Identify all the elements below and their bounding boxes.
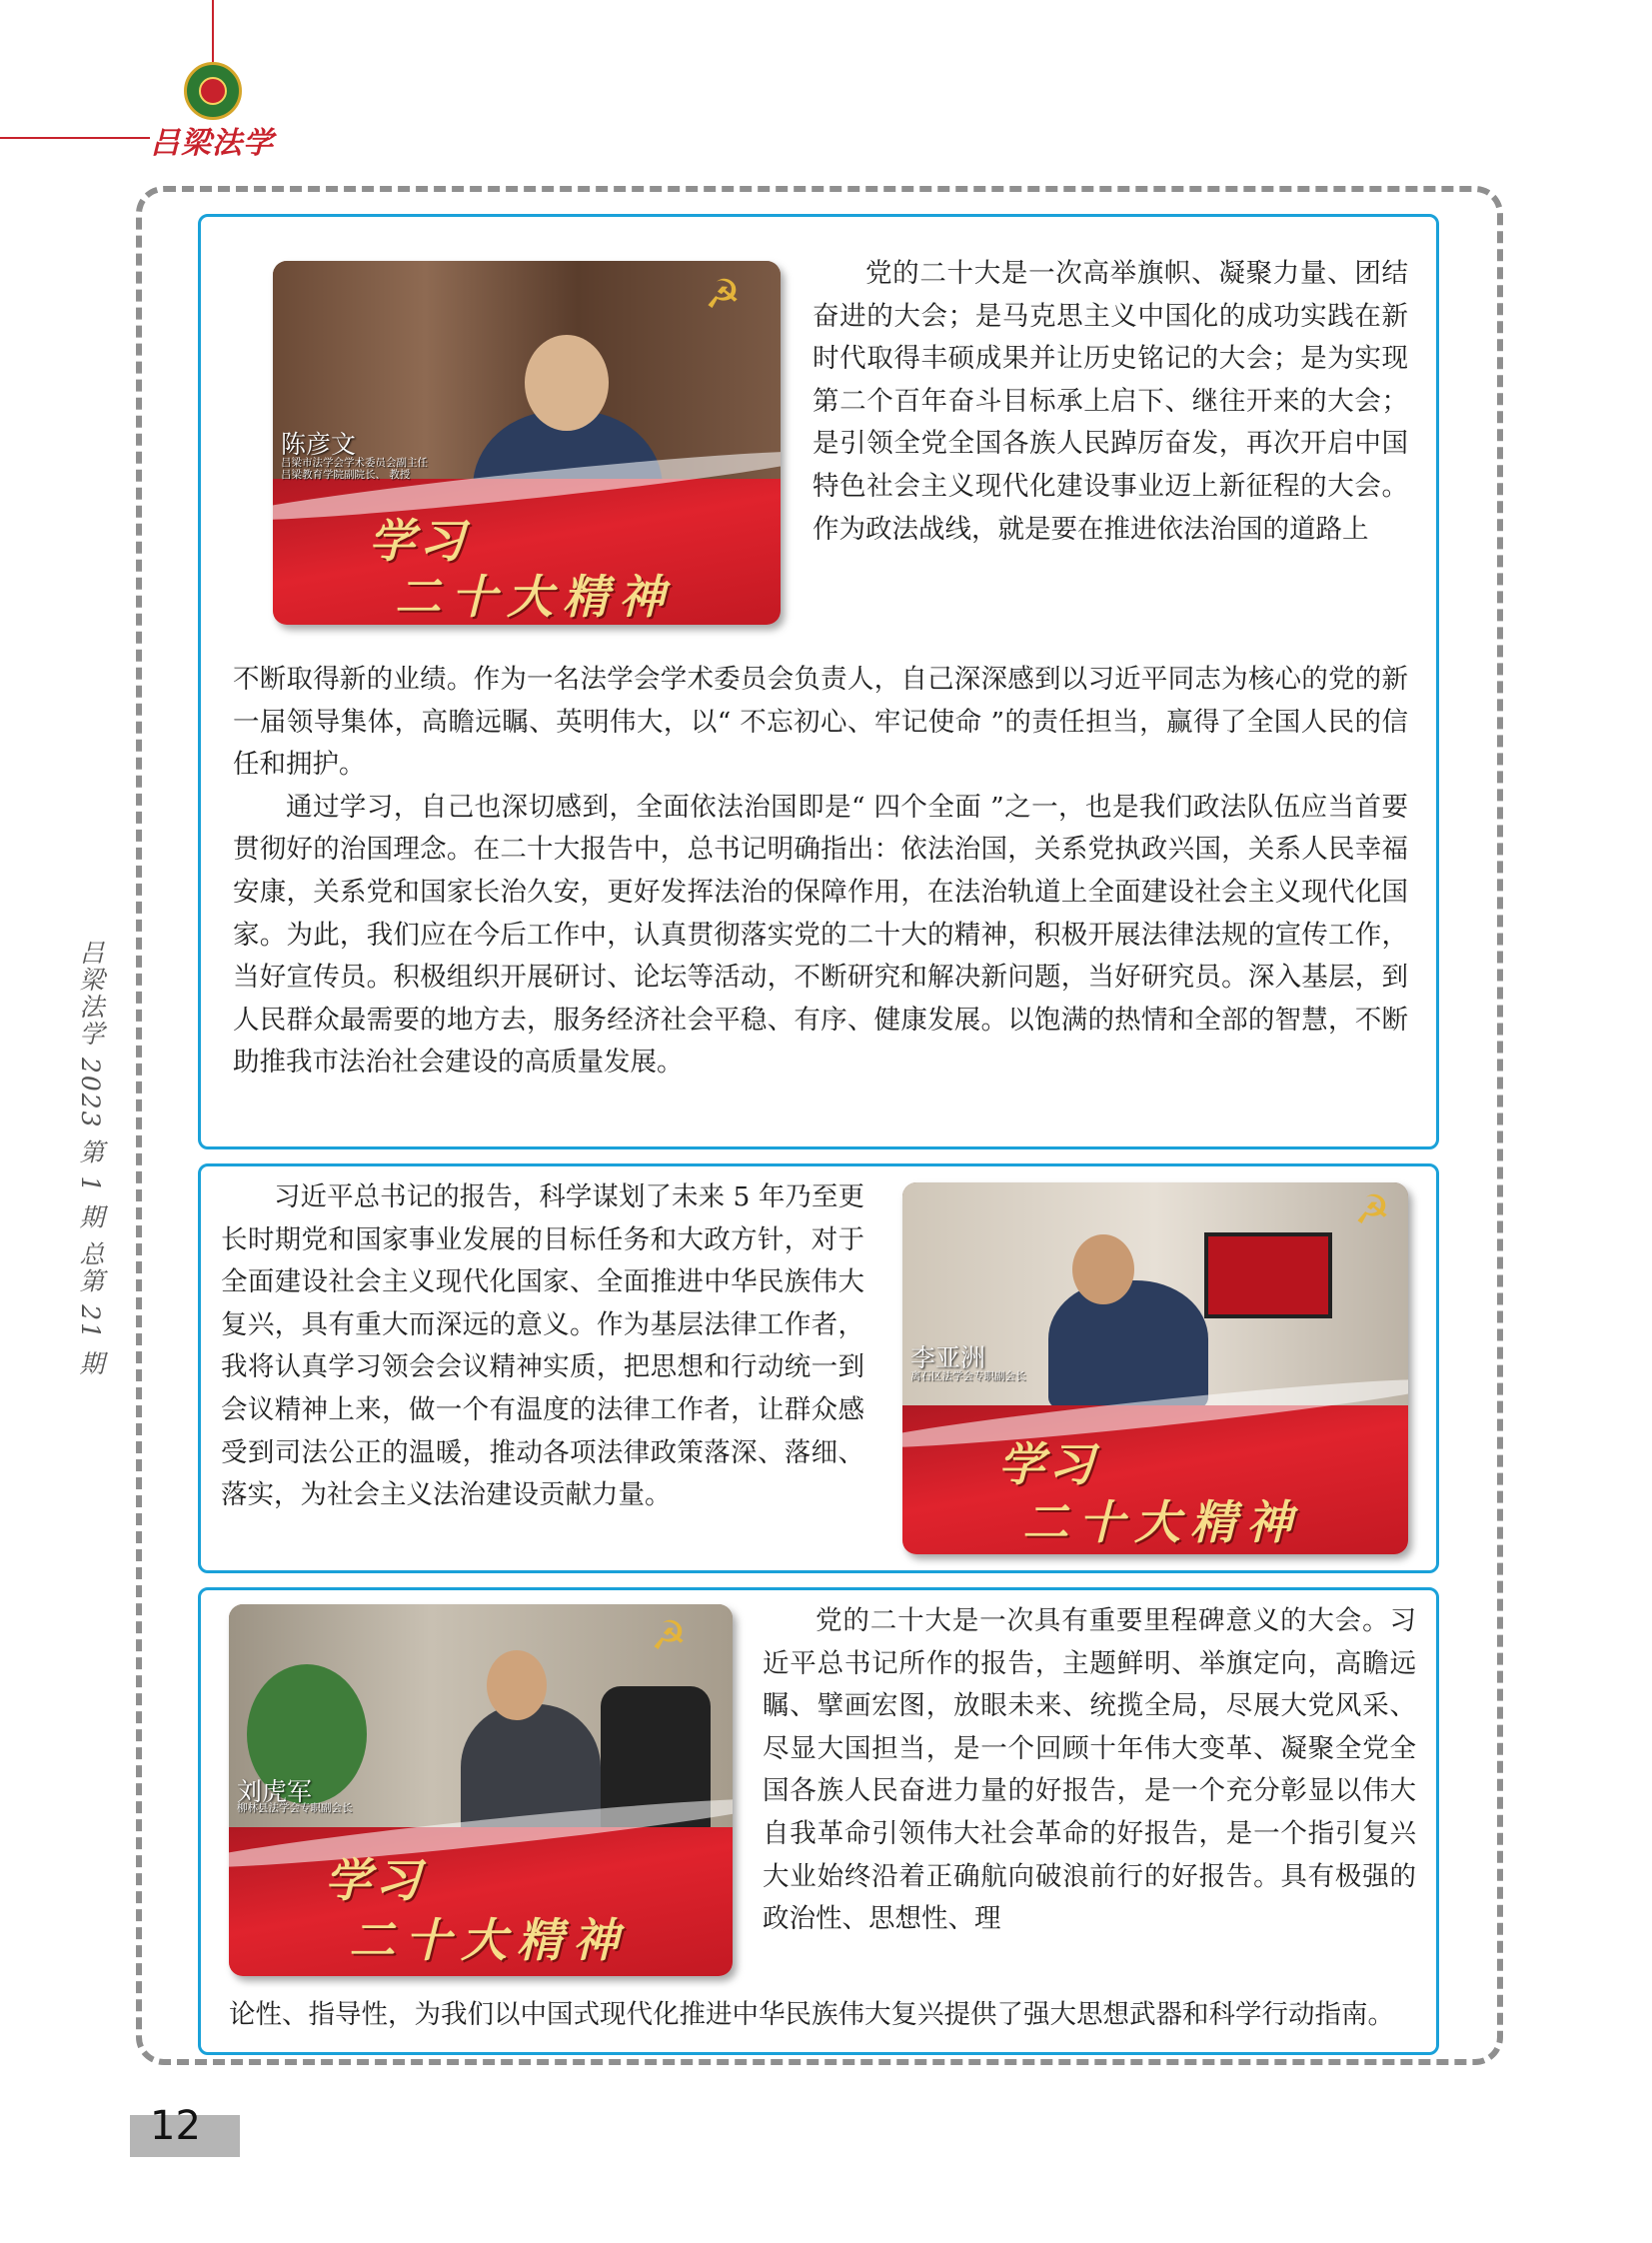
photo-role: 离石区法学会专职副会长 — [910, 1370, 1026, 1382]
banner-spirit: 二十大精神 — [349, 1913, 629, 1967]
article-text-full: 不断取得新的业绩。作为一名法学会学术委员会负责人，自己深深感到以习近平同志为核心的党的新一届领导集体，高瞻远瞩、英明伟大，以“ 不忘初心、牢记使命 ”的责任担当，赢得了全国人民的信任和拥护。 通过学习，自己也深切感到，全面依法治国即是“ 四个全面 ”之一，也是我们政法队伍应当首要贯彻好的治国理念。在二十大报告中，总书记明确指出：依法治国，关系党执政兴国，关系人民幸福安康，关系党和国家长治久安，更好发挥法治的保障作用，在法治轨道上全面建设社会主义现代化国家。为此，我们应在今后工作中，认真贯彻落实党的二十大的精神，积极开展法律法规的宣传工作，当好宣传员。积极组织开展研讨、论坛等活动，不断研究和解决新问题，当好研究员。深入基层，到人民群众最需要的地方去，服务经济社会平稳、有序、健康发展。以饱满的热情和全部的智慧，不断助推我市法治社会建设的高质量发展。 — [233, 664, 1408, 1079]
photo-role: 吕梁市法学会学术委员会副主任 — [281, 457, 428, 469]
header-rule-horizontal — [0, 137, 150, 139]
person-head — [487, 1650, 547, 1720]
banner-study: 学习 — [369, 514, 469, 568]
article-text-wrap: 党的二十大是一次具有重要里程碑意义的大会。习近平总书记所作的报告，主题鲜明、举旗定向，高瞻远瞩、擘画宏图，放眼未来、统揽全局，尽展大党风采、尽显大国担当，是一个回顾十年伟大变革、凝聚全党全国各族人民奋进力量的好报告，是一个充分彰显以伟大自我革命引领伟大社会革命的好报告，是一个指引复兴大业始终沿着正确航向破浪前行的好报告。具有极强的政治性、思想性、理 — [763, 1605, 1416, 1935]
photo-role: 柳林县法学会专职副会长 — [237, 1802, 353, 1814]
monitor-screen — [1204, 1232, 1332, 1318]
photo-liu — [229, 1604, 733, 1976]
photo-chen — [273, 261, 781, 625]
person-head — [525, 335, 609, 431]
person-figure — [1048, 1280, 1208, 1410]
photo-name: 刘虎军 — [237, 1777, 313, 1806]
photo-name: 李亚洲 — [910, 1343, 986, 1372]
page-number: 12 — [150, 2103, 201, 2149]
person-head — [1072, 1234, 1134, 1304]
banner-spirit: 二十大精神 — [395, 570, 675, 624]
emblem-icon — [184, 62, 242, 120]
article-panel-liu — [198, 1587, 1439, 2055]
banner-study: 学习 — [998, 1437, 1098, 1491]
article-panel-li — [198, 1163, 1439, 1573]
hammer-sickle-icon: ☭ — [1354, 1187, 1390, 1233]
hammer-sickle-icon: ☭ — [651, 1613, 687, 1659]
article-text-full: 论性、指导性，为我们以中国式现代化推进中华民族伟大复兴提供了强大思想武器和科学行动指南。 — [229, 1999, 1394, 2030]
article-text-wrap: 习近平总书记的报告，科学谋划了未来 5 年乃至更长时期党和国家事业发展的目标任务和大政方针，对于全面建设社会主义现代化国家、全面推进中华民族伟大复兴，具有重大而深远的意义。作为基层法律工作者，我将认真学习领会会议精神实质，把思想和行动统一到会议精神上来，做一个有温度的法律工作者，让群众感受到司法公正的温暖，推动各项法律政策落深、落细、落实，为社会主义法治建设贡献力量。 — [221, 1181, 864, 1511]
photo-name: 陈彦文 — [281, 430, 357, 459]
banner-spirit: 二十大精神 — [1022, 1495, 1302, 1549]
brand-title: 吕梁法学 — [150, 126, 274, 161]
article-panel-chen — [198, 214, 1439, 1149]
issue-side-note: 吕梁法学 2023 第 1 期 总第 21 期 — [76, 940, 105, 1377]
banner-study: 学习 — [325, 1853, 425, 1907]
photo-li — [902, 1182, 1408, 1554]
photo-role: 吕梁教育学院副院长、 教授 — [281, 469, 411, 481]
article-text-wrap: 党的二十大是一次高举旗帜、凝聚力量、团结奋进的大会；是马克思主义中国化的成功实践在新时代取得丰硕成果并让历史铭记的大会；是为实现第二个百年奋斗目标承上启下、继往开来的大会；是引领全党全国各族人民踔厉奋发，再次开启中国特色社会主义现代化建设事业迈上新征程的大会。作为政法战线，就是要在推进依法治国的道路上 — [813, 258, 1408, 545]
hammer-sickle-icon: ☭ — [705, 272, 741, 318]
